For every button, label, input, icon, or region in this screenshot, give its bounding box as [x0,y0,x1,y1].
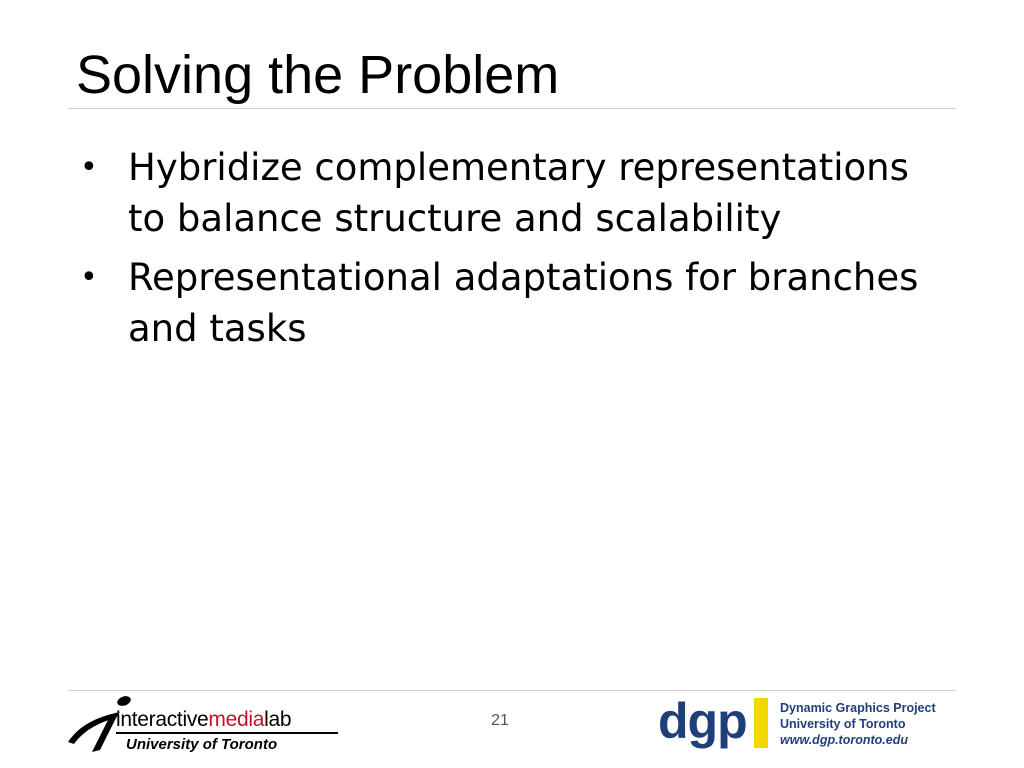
title-divider [68,108,956,109]
dgp-line-url: www.dgp.toronto.edu [780,733,908,747]
bullet-dot-icon: • [80,150,98,185]
bullet-list [76,142,956,362]
dgp-line-university: University of Toronto [780,717,906,731]
slide-title: Solving the Problem [76,45,560,105]
bullet-text: Hybridize complementary representations to balance structure and scalability [128,146,909,240]
iml-word-media: media [208,708,265,731]
iml-underline [116,732,338,734]
bullet-dot-icon: • [80,260,98,295]
iml-subtitle: University of Toronto [126,736,278,753]
dgp-logo-letters: dgp [658,693,747,749]
bullet-text: Representational adaptations for branches and tasks [128,256,919,350]
footer-divider [68,690,956,691]
page-number: 21 [491,712,509,729]
dgp-line-name: Dynamic Graphics Project [780,701,936,715]
iml-logo [66,694,346,760]
dgp-logo-bar [754,698,768,748]
bullet-item [76,252,956,354]
iml-wordmark [116,708,291,732]
iml-word-lab: lab [264,708,292,731]
bullet-item [76,142,956,244]
dgp-logo-text [780,700,936,748]
iml-word-interactive: interactive [116,708,209,731]
